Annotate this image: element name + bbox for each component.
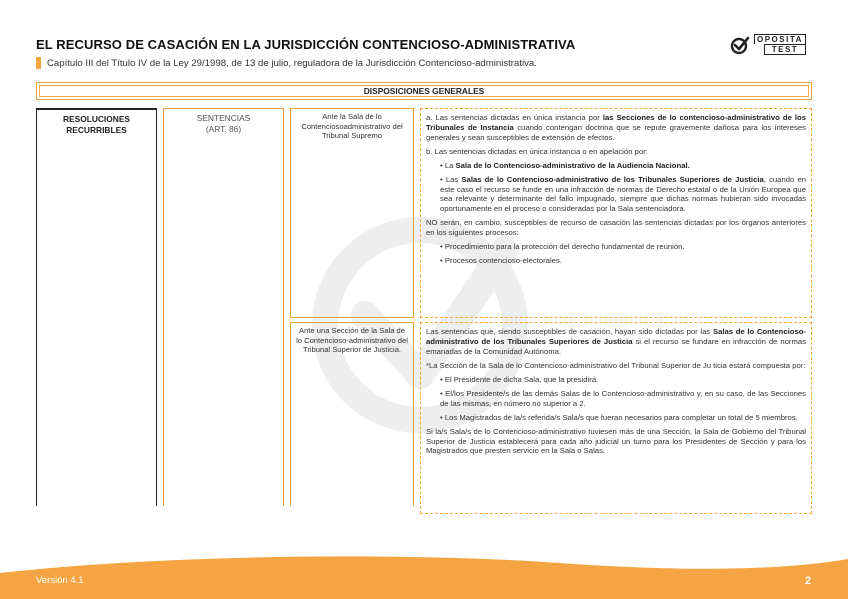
bullet-tribunales-superiores: • Las Salas de lo Contencioso-administrativo de los Tribunales Superiores de Justicia, cuando en este caso el recurso se funde en una infracción de normas de Derecho estatal o de la Unión Europea que sea relevante y determinante del fallo impugnado, siempre que dichas normas hubieran sido invocadas oportunamente en el proceso o consideradas por la Sala sentenciadora.: [440, 174, 807, 214]
footer: [0, 553, 848, 599]
ante-seccion-tsj-cell: [290, 322, 414, 506]
ante-tribunal-supremo-label: Ante la Sala de lo Contenciosoadministrativo del Tribunal Supremo: [301, 112, 403, 141]
paragraph-salas-tsj: Las sentencias que, siendo susceptibles de casación, hayan sido dictadas por las Salas de lo Contencioso-administrativo de los Tribunales Superiores de Justicia si el recurso se fundare en infracción de normas emanadas de la Comunidad Autónoma.: [426, 327, 806, 356]
bullet-presidente: • El Presidente de dicha Sala, que la presidirá.: [440, 374, 599, 384]
logo-text-bottom: TEST: [764, 44, 806, 55]
sentencias-label: SENTENCIAS (ART. 86): [196, 113, 251, 134]
page-number: 2: [805, 575, 812, 587]
seccion-tsj-content: [420, 322, 812, 514]
page-title: EL RECURSO DE CASACIÓN EN LA JURISDICCIÓN CONTENCIOSO-ADMINISTRATIVA: [36, 37, 576, 52]
page-subtitle: [36, 57, 537, 69]
version-label: Versión 4.1: [36, 575, 84, 586]
tribunal-supremo-content: [420, 108, 812, 318]
paragraph-b: b. Las sentencias dictadas en única instancia o en apelación por:: [426, 146, 648, 156]
paragraph-no-seran: NO serán, en cambio, susceptibles de recurso de casación las sentencias dictadas por los órganos anteriores en los siguientes procesos:: [426, 218, 806, 238]
ante-seccion-tsj-label: Ante una Sección de la Sala de lo Contencioso-administrativo del Tribunal Superior de Justicia.: [296, 326, 408, 355]
bullet-derecho-reunion: • Procedimiento para la protección del derecho fundamental de reunión.: [440, 242, 685, 252]
oposita-test-logo: [730, 34, 806, 55]
paragraph-turno: Si la/s Sala/s de lo Contencioso-administrativo tuviesen más de una Sección, la Sala de Gobierno del Tribunal Superior de Justicia establecerá para cada año judicial un turno para los Presidentes de Sección y para los Magistrados que presten servicio en la Sala o Salas.: [426, 426, 806, 456]
sentencias-column: [163, 108, 284, 506]
disposiciones-generales-label: DISPOSICIONES GENERALES: [363, 86, 485, 96]
bullet-magistrados: • Los Magistrados de la/s referida/s Sala/s que fueran necesarios para completar un total de 5 miembros.: [440, 412, 798, 422]
bullet-audiencia-nacional: • La Sala de lo Contencioso-administrativo de la Audiencia Nacional.: [440, 160, 690, 170]
resoluciones-recurribles-column: [36, 108, 157, 506]
paragraph-composicion: *La Sección de la Sala de lo Contencioso-administrativo del Tribunal Superior de Ju ticia estará compuesta por:: [426, 360, 806, 370]
resoluciones-recurribles-label: RESOLUCIONES RECURRIBLES: [62, 114, 130, 135]
subtitle-text: Capítulo III del Título IV de la Ley 29/1998, de 13 de julio, reguladora de la Jurisdicción Contencioso-administrativa.: [47, 57, 537, 69]
disposiciones-generales-header: [36, 82, 812, 100]
paragraph-a: a. Las sentencias dictadas en única instancia por las Secciones de lo contencioso-administrativo de los Tribunales de Instancia cuando contengan doctrina que se repute gravemente dañosa para los intereses generales y sean susceptibles de extensión de efectos.: [426, 113, 806, 142]
logo-text-top: OPOSITA: [754, 34, 806, 44]
bullet-contencioso-electorales: • Procesos contencioso-electorales.: [440, 256, 562, 266]
check-logo-icon: [730, 35, 750, 55]
subtitle-accent-bar: [36, 57, 41, 69]
bullet-presidentes-salas: • El/los Presidente/s de las demás Salas de lo Contencioso-administrativo y, en su caso, de las Secciones de las mismas, en número no superior a 2.: [440, 388, 806, 408]
footer-wave: [0, 553, 848, 599]
ante-tribunal-supremo-cell: [290, 108, 414, 318]
